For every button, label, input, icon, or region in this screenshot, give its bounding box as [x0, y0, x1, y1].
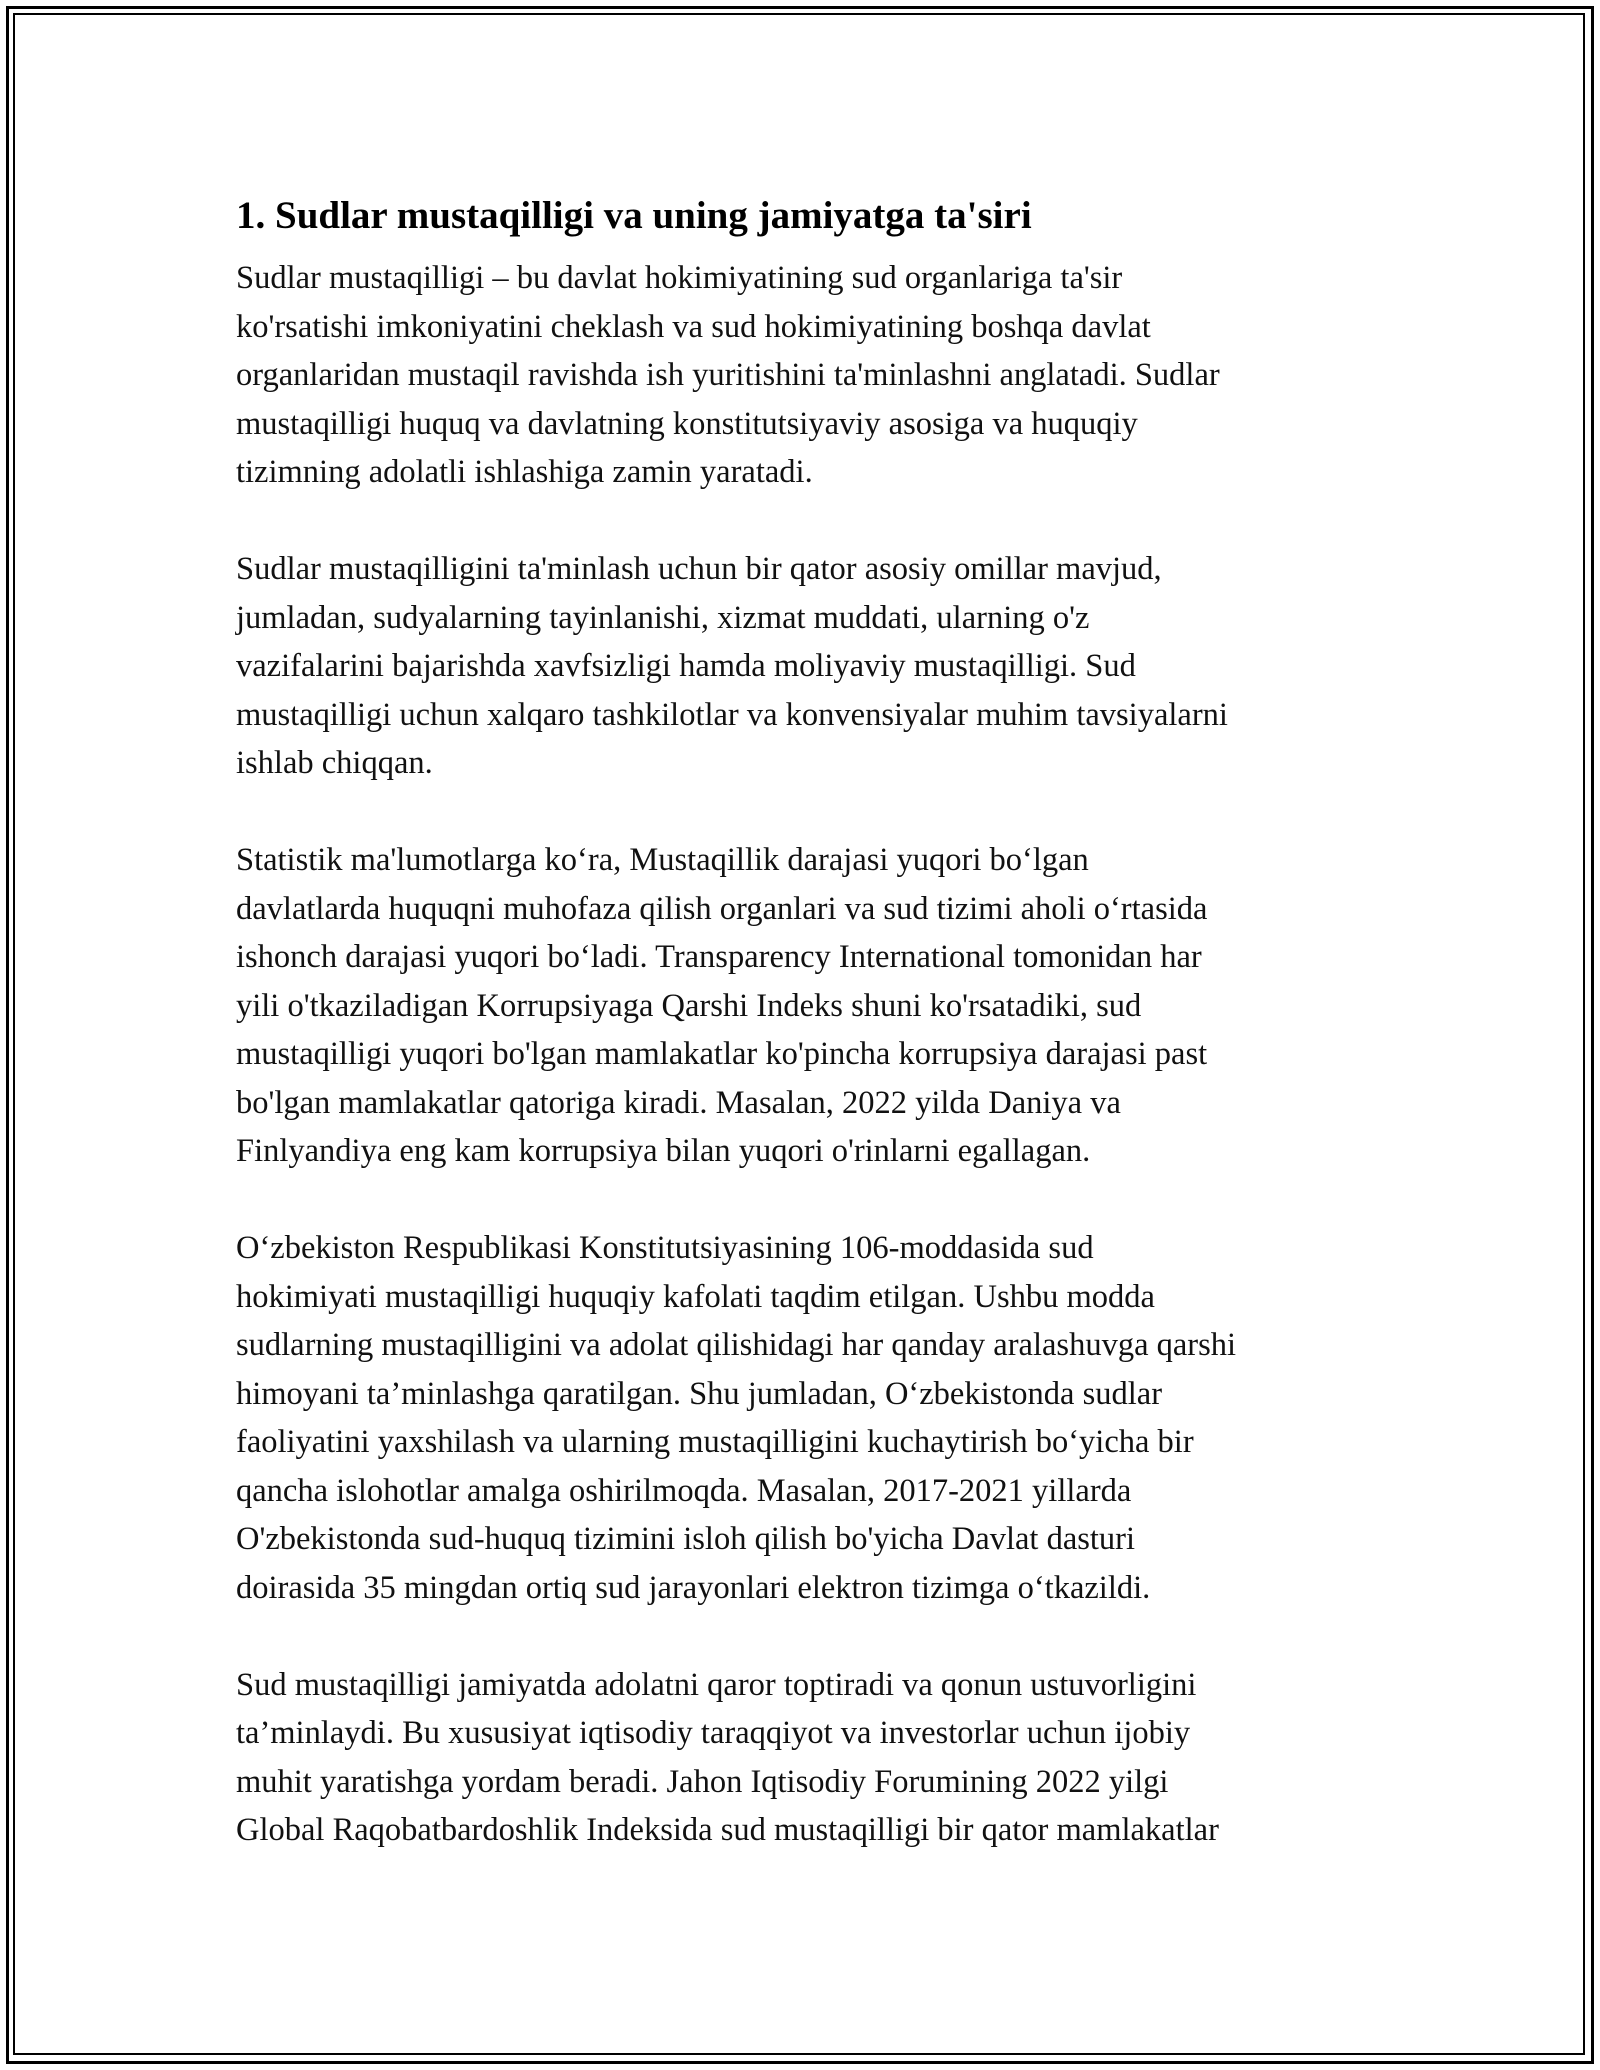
paragraph-line: Global Raqobatbardoshlik Indeksida sud mustaqilligi bir qator mamlakatlar: [236, 1812, 1219, 1848]
paragraph-line: mustaqilligi huquq va davlatning konstitutsiyaviy asosiga va huquqiy: [236, 405, 1138, 442]
paragraph-line: doirasida 35 mingdan ortiq sud jarayonlari elektron tizimga o‘tkazildi.: [236, 1569, 1151, 1606]
paragraph-line: mustaqilligi uchun xalqaro tashkilotlar va konvensiyalar muhim tavsiyalarni: [236, 696, 1228, 733]
paragraph-line: himoyani ta’minlashga qaratilgan. Shu jumladan, O‘zbekistonda sudlar: [236, 1375, 1163, 1412]
paragraph-1: [236, 254, 1376, 497]
paragraph-line: Finlyandiya eng kam korrupsiya bilan yuqori o'rinlarni egallagan.: [236, 1133, 1091, 1169]
paragraph-line: vazifalarini bajarishda xavfsizligi hamda moliyaviy mustaqilligi. Sud: [236, 648, 1136, 684]
paragraph-line: Sud mustaqilligi jamiyatda adolatni qaror toptiradi va qonun ustuvorligini: [236, 1666, 1197, 1703]
paragraph-line: hokimiyati mustaqilligi huquqiy kafolati taqdim etilgan. Ushbu modda: [236, 1278, 1155, 1315]
paragraph-line: O'zbekistonda sud-huquq tizimini isloh qilish bo'yicha Davlat dasturi: [236, 1521, 1136, 1557]
paragraph-line: bo'lgan mamlakatlar qatoriga kiradi. Masalan, 2022 yilda Daniya va: [236, 1084, 1121, 1121]
paragraph-line: ishonch darajasi yuqori bo‘ladi. Transparency International tomonidan har: [236, 939, 1202, 975]
paragraph-line: mustaqilligi yuqori bo'lgan mamlakatlar ko'pincha korrupsiya darajasi past: [236, 1036, 1208, 1072]
paragraph-line: tizimning adolatli ishlashiga zamin yaratadi.: [236, 454, 813, 490]
paragraph-4: [236, 1224, 1376, 1612]
paragraph-line: davlatlarda huquqni muhofaza qilish organlari va sud tizimi aholi o‘rtasida: [236, 890, 1208, 927]
paragraph-line: O‘zbekiston Respublikasi Konstitutsiyasining 106-moddasida sud: [236, 1230, 1094, 1266]
paragraph-line: Statistik ma'lumotlarga ko‘ra, Mustaqillik darajasi yuqori bo‘lgan: [236, 842, 1089, 878]
paragraph-line: qancha islohotlar amalga oshirilmoqda. Masalan, 2017-2021 yillarda: [236, 1472, 1132, 1509]
paragraph-3: [236, 836, 1376, 1176]
paragraph-line: jumladan, sudyalarning tayinlanishi, xizmat muddati, ularning o'z: [236, 599, 1090, 636]
paragraph-line: ta’minlaydi. Bu xususiyat iqtisodiy taraqqiyot va investorlar uchun ijobiy: [236, 1715, 1191, 1751]
paragraph-5: [236, 1661, 1376, 1855]
paragraph-line: faoliyatini yaxshilash va ularning mustaqilligini kuchaytirish bo‘yicha bir: [236, 1424, 1194, 1460]
paragraph-line: ko'rsatishi imkoniyatini cheklash va sud hokimiyatining boshqa davlat: [236, 308, 1151, 345]
paragraph-line: organlaridan mustaqil ravishda ish yuritishini ta'minlashni anglatadi. Sudlar: [236, 357, 1220, 393]
paragraph-line: Sudlar mustaqilligi – bu davlat hokimiyatining sud organlariga ta'sir: [236, 260, 1123, 296]
paragraph-line: Sudlar mustaqilligini ta'minlash uchun bir qator asosiy omillar mavjud,: [236, 551, 1162, 587]
paragraph-2: [236, 545, 1376, 788]
paragraph-line: yili o'tkaziladigan Korrupsiyaga Qarshi Indeks shuni ko'rsatadiki, sud: [236, 987, 1142, 1024]
paragraph-line: ishlab chiqqan.: [236, 745, 433, 781]
document-body: [236, 186, 1376, 1903]
page-title: 1. Sudlar mustaqilligi va uning jamiyatga ta'siri: [236, 194, 1032, 237]
paragraph-line: muhit yaratishga yordam beradi. Jahon Iqtisodiy Forumining 2022 yilgi: [236, 1763, 1169, 1800]
paragraph-line: sudlarning mustaqilligini va adolat qilishidagi har qanday aralashuvga qarshi: [236, 1327, 1237, 1363]
